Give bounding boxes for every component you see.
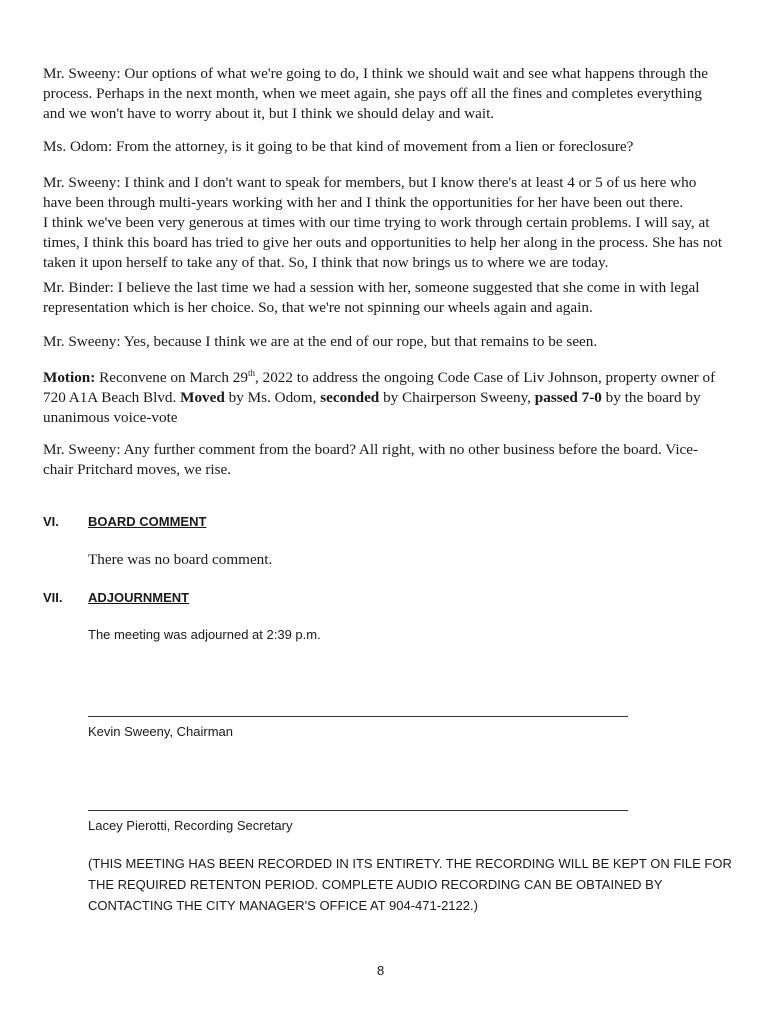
paragraph-sweeny-history-line2: I think we've been very generous at times with our time trying to work through certain problems. I will say, at times, I think this board has tried to give her outs and opportunities to help her along in the process. She has not taken it upon herself to take any of that. So, I think that now brings us to where we are today.	[43, 214, 723, 271]
chairman-signature-line	[88, 716, 628, 717]
secretary-signature-line	[88, 810, 628, 811]
paragraph-odom-question: Ms. Odom: From the attorney, is it going to be that kind of movement from a lien or foreclosure?	[43, 138, 634, 155]
page-number: 8	[377, 963, 385, 978]
motion-text-3: by Ms. Odom,	[224, 389, 321, 406]
motion-paragraph	[43, 368, 723, 428]
paragraph-sweeny-rope: Mr. Sweeny: Yes, because I think we are at the end of our rope, but that remains to be seen.	[43, 333, 598, 350]
moved-label: Moved	[180, 389, 225, 406]
recording-notice: (THIS MEETING HAS BEEN RECORDED IN ITS ENTIRETY. THE RECORDING WILL BE KEPT ON FILE FOR THE REQUIRED RETENTON PERIOD. COMPLETE AUDIO RECORDING CAN BE OBTAINED BY CONTACTING THE CITY MANAGER'S OFFICE AT 904-471-2122.)	[88, 856, 732, 913]
secretary-signature-label: Lacey Pierotti, Recording Secretary	[88, 818, 293, 833]
paragraph-sweeny-history	[43, 173, 723, 273]
passed-label: passed 7-0	[534, 389, 602, 406]
motion-label: Motion:	[43, 369, 96, 386]
motion-text-5: by the board by unanimous voice-vote	[43, 389, 701, 426]
motion-text-2: , 2022 to address the ongoing Code Case of Liv Johnson, property owner of 720 A1A Beach Blvd.	[43, 369, 716, 406]
motion-text-1: Reconvene on March 29	[95, 369, 248, 386]
section-number-adjournment: VII.	[43, 590, 63, 605]
paragraph-sweeny-closing: Mr. Sweeny: Any further comment from the board? All right, with no other business before the board. Vice-chair Pritchard moves, we rise.	[43, 441, 699, 478]
adjournment-text: The meeting was adjourned at 2:39 p.m.	[88, 627, 321, 642]
section-title-adjournment: ADJOURNMENT	[88, 590, 190, 605]
section-title-board-comment: BOARD COMMENT	[88, 514, 207, 529]
section-number-board-comment: VI.	[43, 514, 59, 529]
paragraph-sweeny-history-line1: Mr. Sweeny: I think and I don't want to speak for members, but I know there's at least 4 or 5 of us here who have been through multi-years working with her and I think the opportunities for her have been out there.	[43, 174, 697, 211]
seconded-label: seconded	[320, 389, 380, 406]
motion-date-suffix: th	[247, 368, 255, 378]
chairman-signature-label: Kevin Sweeny, Chairman	[88, 724, 233, 739]
board-comment-text: There was no board comment.	[88, 551, 273, 568]
paragraph-binder-comment: Mr. Binder: I believe the last time we had a session with her, someone suggested that she come in with legal representation which is her choice. So, that we're not spinning our wheels again and again.	[43, 279, 700, 316]
paragraph-sweeny-options: Mr. Sweeny: Our options of what we're going to do, I think we should wait and see what happens through the process. Perhaps in the next month, when we meet again, she pays off all the fines and completes everything and we won't have to worry about it, but I think we should delay and wait.	[43, 65, 708, 122]
motion-text-4: by Chairperson Sweeny,	[379, 389, 535, 406]
